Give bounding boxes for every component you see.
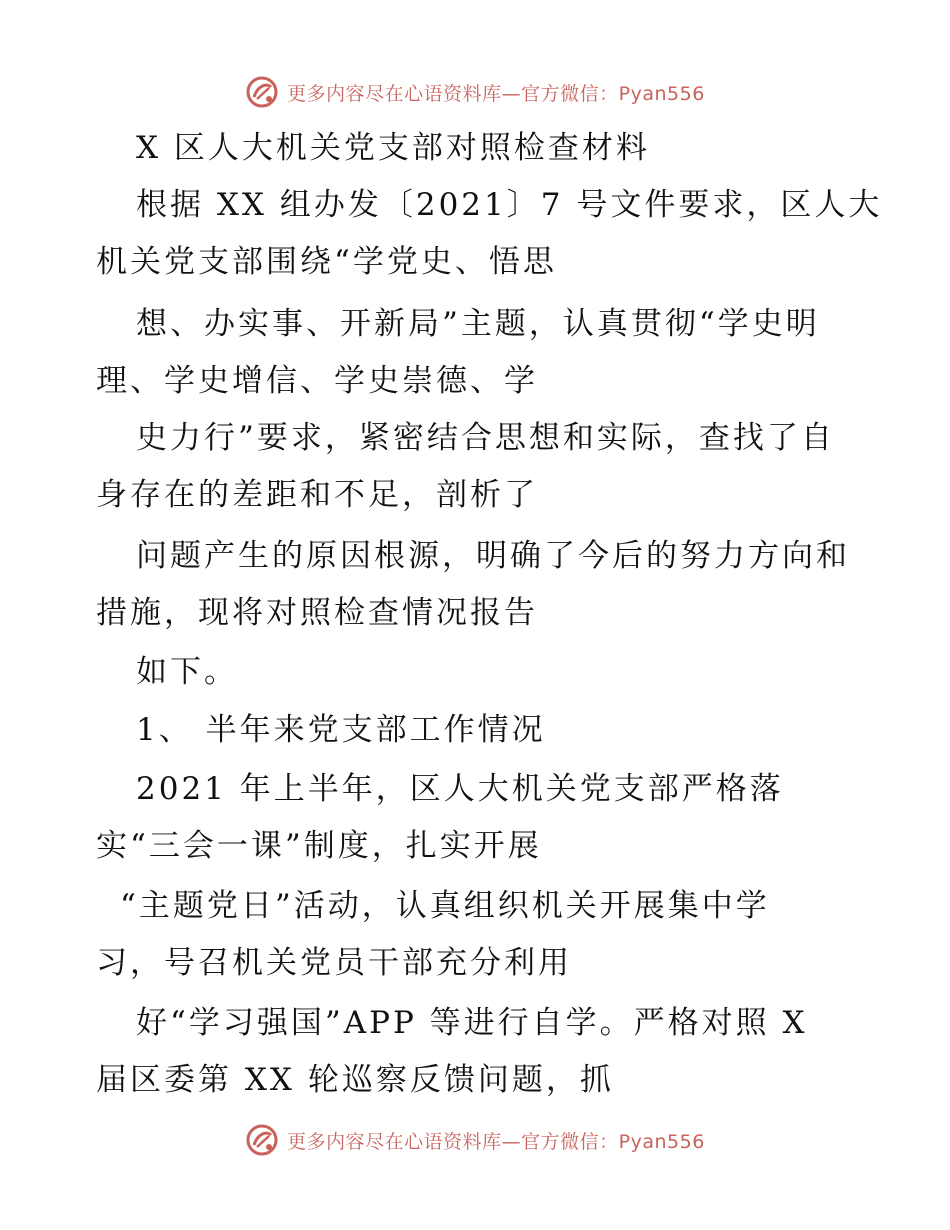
paragraph-line: 想、办实事、开新局”主题，认真贯彻“学史明 (136, 306, 820, 342)
header-watermark (0, 72, 950, 112)
paragraph-line: 史力行”要求，紧密结合思想和实际，查找了自 (136, 420, 835, 456)
paragraph-line: 理、学史增信、学史崇德、学 (96, 363, 538, 399)
watermark-text: 更多内容尽在心语资料库—官方微信：Pyan556 (287, 82, 705, 105)
paragraph-line: 习，号召机关党员干部充分利用 (96, 945, 572, 981)
paragraph-line: 措施，现将对照检查情况报告 (96, 595, 538, 631)
paragraph-line: “主题党日”活动，认真组织机关开展集中学 (120, 888, 770, 924)
paragraph-line: 实“三会一课”制度，扎实开展 (96, 828, 542, 864)
paragraph-line: 问题产生的原因根源，明确了今后的努力方向和 (136, 538, 850, 574)
logo-seal-icon (245, 75, 279, 109)
section-heading: 1、 半年来党支部工作情况 (136, 712, 546, 748)
paragraph-line: 如下。 (136, 654, 238, 690)
footer-watermark (0, 1120, 950, 1160)
paragraph-line: 身存在的差距和不足，剖析了 (96, 477, 538, 513)
paragraph-line: 届区委第 XX 轮巡察反馈问题，抓 (96, 1062, 614, 1098)
paragraph-line: 2021 年上半年，区人大机关党支部严格落 (136, 771, 784, 807)
document-title: X 区人大机关党支部对照检查材料 (136, 130, 650, 166)
paragraph-line: 好“学习强国”APP 等进行自学。严格对照 X (136, 1005, 808, 1041)
paragraph-line: 根据 XX 组办发〔2021〕7 号文件要求，区人大 (136, 187, 883, 223)
paragraph-line: 机关党支部围绕“学党史、悟思 (96, 244, 557, 280)
logo-seal-icon (245, 1123, 279, 1157)
watermark-text: 更多内容尽在心语资料库—官方微信：Pyan556 (287, 1130, 705, 1153)
